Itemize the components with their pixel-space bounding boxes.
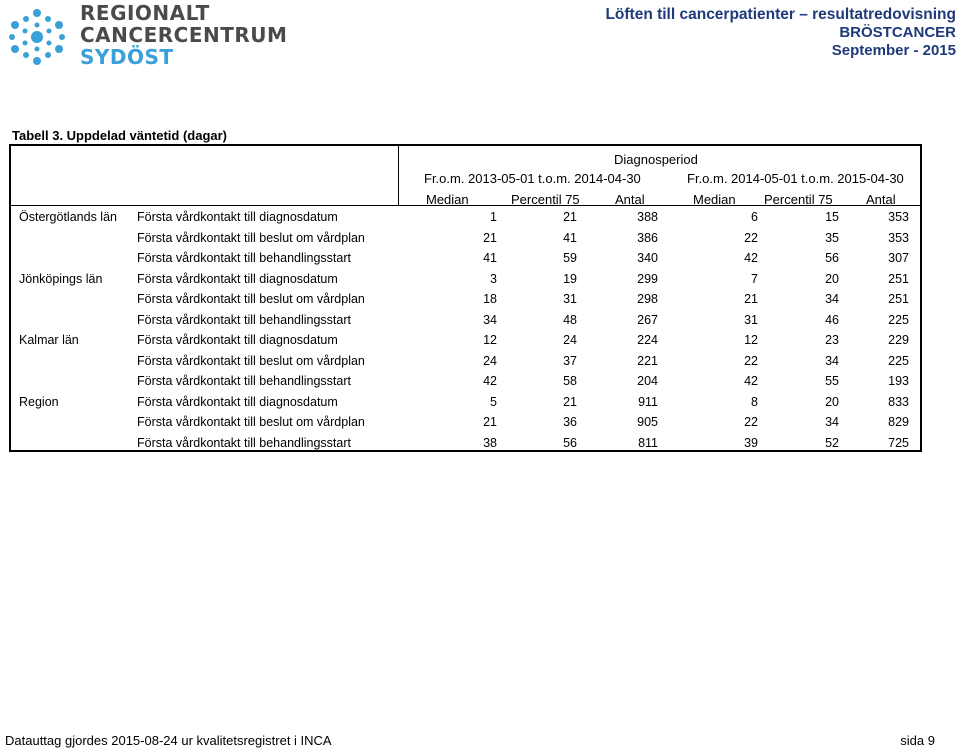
value-cell: 18: [483, 292, 497, 306]
value-cell: 56: [825, 251, 839, 265]
value-cell: 20: [825, 271, 839, 286]
table-row: [11, 248, 920, 268]
interval-label-cell: Första vårdkontakt till diagnosdatum: [137, 271, 338, 286]
interval-label-cell: Första vårdkontakt till diagnosdatum: [137, 210, 338, 224]
value-cell: 59: [563, 251, 577, 265]
value-cell: 225: [888, 353, 909, 368]
value-cell: 386: [637, 230, 658, 245]
value-cell: 829: [888, 415, 909, 429]
value-cell: 3: [490, 271, 497, 286]
value-cell: 34: [825, 292, 839, 306]
value-cell: 21: [563, 210, 577, 224]
value-cell: 24: [563, 333, 577, 347]
interval-label-cell: Första vårdkontakt till beslut om vårdplan: [137, 230, 365, 245]
value-cell: 41: [563, 230, 577, 245]
value-cell: 55: [825, 374, 839, 388]
value-cell: 37: [563, 353, 577, 368]
value-cell: 7: [751, 271, 758, 286]
table-row: [11, 392, 920, 412]
interval-label-cell: Första vårdkontakt till behandlingsstart: [137, 251, 351, 265]
region-cell: Kalmar län: [19, 333, 79, 347]
value-cell: 23: [825, 333, 839, 347]
value-cell: 46: [825, 312, 839, 327]
page-number: sida 9: [900, 733, 935, 748]
value-cell: 340: [637, 251, 658, 265]
region-cell: Östergötlands län: [19, 210, 117, 224]
value-cell: 15: [825, 210, 839, 224]
table-row: [11, 269, 920, 289]
footer-source: Datauttag gjordes 2015-08-24 ur kvalitetsregistret i INCA: [5, 733, 332, 748]
table-row: [11, 228, 920, 248]
value-cell: 267: [637, 312, 658, 327]
report-date: September - 2015: [831, 42, 956, 59]
value-cell: 22: [744, 230, 758, 245]
value-cell: 58: [563, 374, 577, 388]
value-cell: 6: [751, 210, 758, 224]
value-cell: 31: [744, 312, 758, 327]
logo-mark-icon: [6, 3, 68, 71]
value-cell: 22: [744, 415, 758, 429]
value-cell: 1: [490, 210, 497, 224]
value-cell: 307: [888, 251, 909, 265]
value-cell: 833: [888, 394, 909, 409]
column-header: Percentil 75: [764, 192, 833, 207]
table-row: [11, 310, 920, 330]
group-header: Diagnosperiod: [614, 152, 698, 167]
interval-label-cell: Första vårdkontakt till diagnosdatum: [137, 394, 338, 409]
table-row: [11, 289, 920, 309]
value-cell: 353: [888, 210, 909, 224]
value-cell: 31: [563, 292, 577, 306]
rcc-logo: [0, 0, 288, 75]
value-cell: 229: [888, 333, 909, 347]
value-cell: 34: [825, 353, 839, 368]
table-row: [11, 412, 920, 432]
value-cell: 193: [888, 374, 909, 388]
interval-label-cell: Första vårdkontakt till diagnosdatum: [137, 333, 338, 347]
value-cell: 41: [483, 251, 497, 265]
value-cell: 725: [888, 435, 909, 450]
value-cell: 21: [744, 292, 758, 306]
value-cell: 34: [483, 312, 497, 327]
region-cell: Region: [19, 394, 59, 409]
value-cell: 225: [888, 312, 909, 327]
column-header: Percentil 75: [511, 192, 580, 207]
value-cell: 5: [490, 394, 497, 409]
region-cell: Jönköpings län: [19, 271, 103, 286]
logo-line-1: REGIONALT: [80, 1, 210, 25]
value-cell: 42: [483, 374, 497, 388]
interval-label-cell: Första vårdkontakt till beslut om vårdplan: [137, 353, 365, 368]
value-cell: 19: [563, 271, 577, 286]
value-cell: 224: [637, 333, 658, 347]
value-cell: 21: [563, 394, 577, 409]
value-cell: 36: [563, 415, 577, 429]
value-cell: 20: [825, 394, 839, 409]
interval-label-cell: Första vårdkontakt till behandlingsstart: [137, 374, 351, 388]
value-cell: 353: [888, 230, 909, 245]
period-2-header: Fr.o.m. 2014-05-01 t.o.m. 2015-04-30: [687, 171, 904, 186]
value-cell: 251: [888, 271, 909, 286]
report-subtitle: BRÖSTCANCER: [839, 24, 956, 41]
value-cell: 56: [563, 435, 577, 450]
value-cell: 298: [637, 292, 658, 306]
value-cell: 21: [483, 415, 497, 429]
table-row: [11, 351, 920, 371]
value-cell: 811: [638, 435, 658, 450]
table-row: [11, 207, 920, 227]
column-header: Median: [693, 192, 736, 207]
value-cell: 911: [638, 394, 658, 409]
value-cell: 48: [563, 312, 577, 327]
value-cell: 299: [637, 271, 658, 286]
value-cell: 388: [637, 210, 658, 224]
column-header: Antal: [866, 192, 896, 207]
value-cell: 35: [825, 230, 839, 245]
logo-line-2: CANCERCENTRUM: [80, 23, 288, 47]
value-cell: 24: [483, 353, 497, 368]
value-cell: 42: [744, 374, 758, 388]
value-cell: 39: [744, 435, 758, 450]
interval-label-cell: Första vårdkontakt till behandlingsstart: [137, 435, 351, 450]
value-cell: 34: [825, 415, 839, 429]
value-cell: 12: [744, 333, 758, 347]
period-1-header: Fr.o.m. 2013-05-01 t.o.m. 2014-04-30: [424, 171, 641, 186]
table-row: [11, 433, 920, 453]
table-row: [11, 371, 920, 391]
interval-label-cell: Första vårdkontakt till beslut om vårdplan: [137, 415, 365, 429]
report-title: Löften till cancerpatienter – resultatredovisning: [605, 6, 956, 23]
column-header: Median: [426, 192, 469, 207]
report-header: [605, 6, 956, 60]
interval-label-cell: Första vårdkontakt till beslut om vårdplan: [137, 292, 365, 306]
value-cell: 52: [825, 435, 839, 450]
value-cell: 204: [637, 374, 658, 388]
header-divider-vertical: [398, 146, 399, 205]
value-cell: 8: [751, 394, 758, 409]
value-cell: 22: [744, 353, 758, 368]
column-header: Antal: [615, 192, 645, 207]
value-cell: 251: [888, 292, 909, 306]
table-title: Tabell 3. Uppdelad väntetid (dagar): [12, 128, 228, 143]
value-cell: 38: [483, 435, 497, 450]
value-cell: 21: [483, 230, 497, 245]
value-cell: 905: [637, 415, 658, 429]
value-cell: 12: [483, 333, 497, 347]
value-cell: 221: [637, 353, 658, 368]
interval-label-cell: Första vårdkontakt till behandlingsstart: [137, 312, 351, 327]
waiting-time-table: [9, 144, 922, 452]
value-cell: 42: [744, 251, 758, 265]
table-row: [11, 330, 920, 350]
logo-line-3: SYDÖST: [80, 45, 174, 69]
